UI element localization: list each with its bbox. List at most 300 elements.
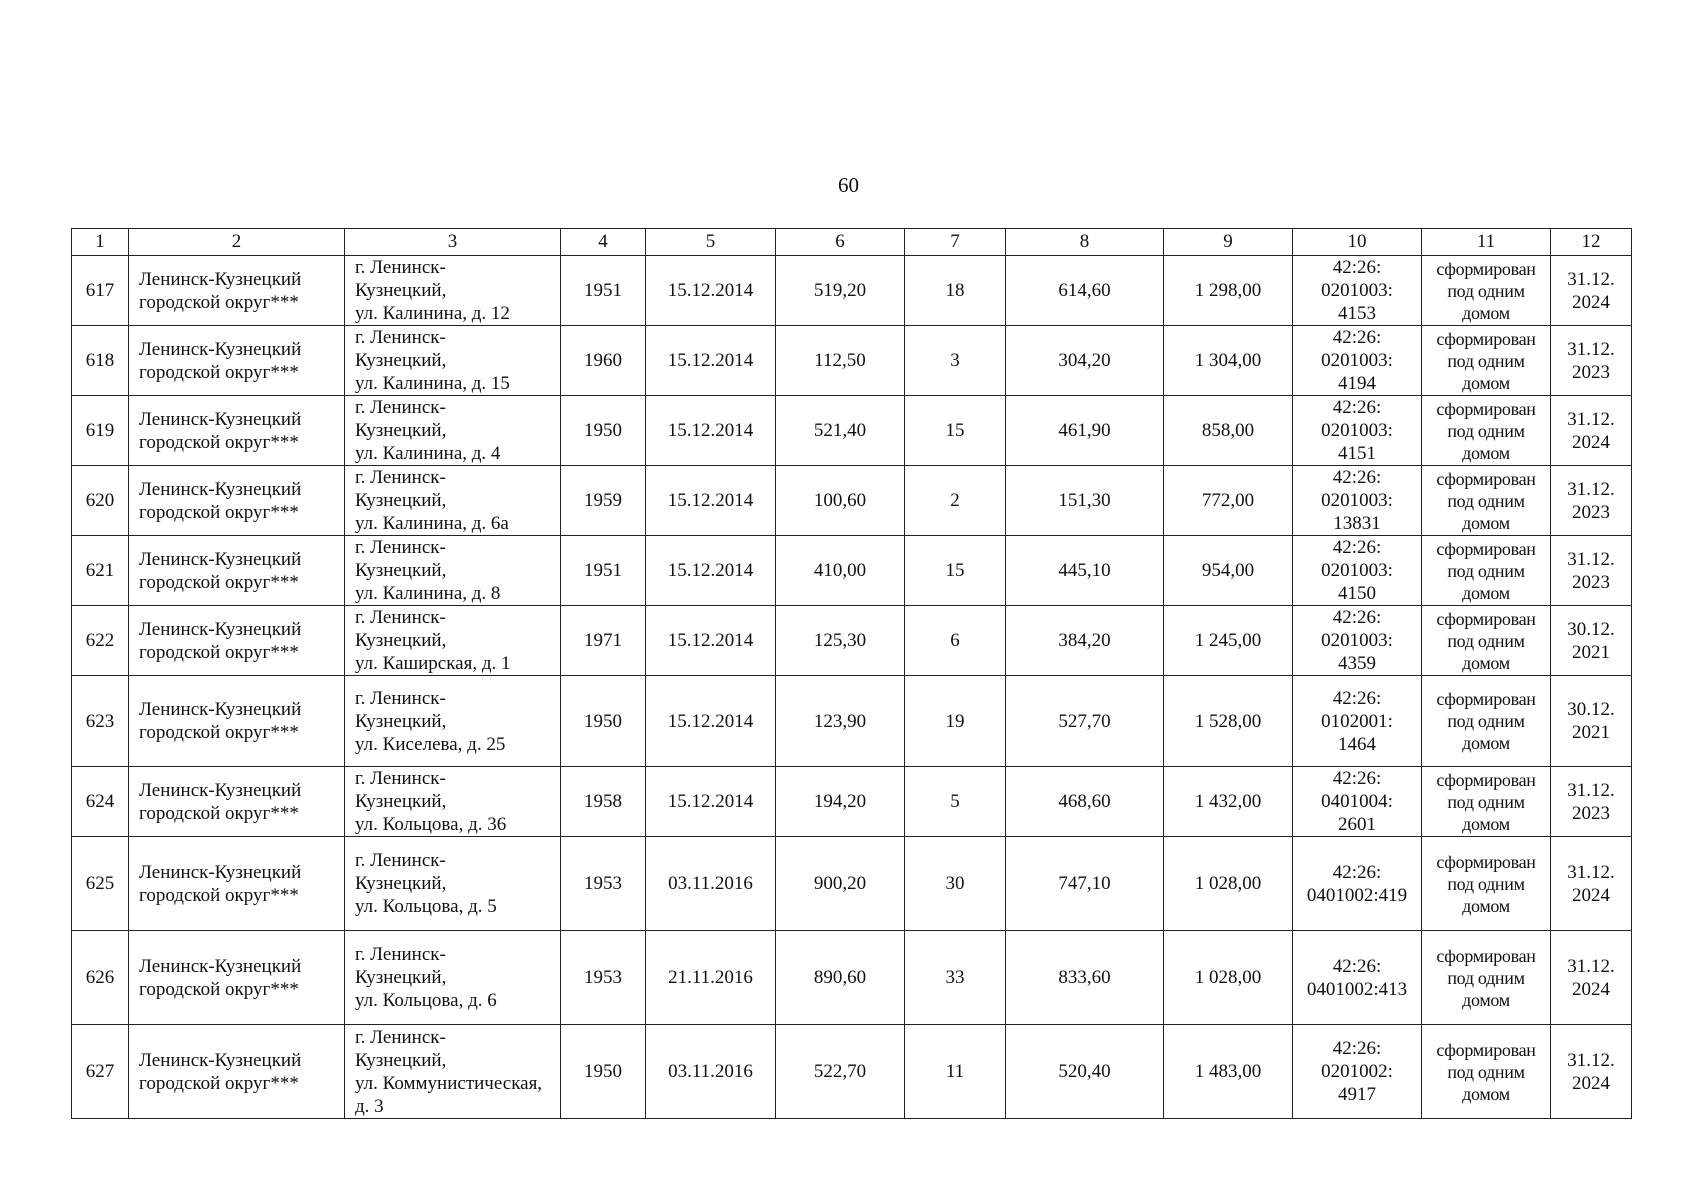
address-cell xyxy=(345,326,561,396)
status-line: под одним xyxy=(1447,280,1525,301)
area-total-cell: 125,30 xyxy=(776,606,905,676)
date-cell: 21.11.2016 xyxy=(646,931,776,1025)
deadline-cell xyxy=(1551,466,1632,536)
status-line: под одним xyxy=(1447,791,1525,812)
cadastral-number-cell xyxy=(1293,536,1422,606)
cost-cell: 1 028,00 xyxy=(1164,931,1293,1025)
municipality-line: Ленинск-Кузнецкий xyxy=(139,779,302,801)
cadastral-number-line: 0201002: xyxy=(1321,1061,1393,1082)
column-number: 11 xyxy=(1422,229,1551,256)
address-line: Кузнецкий, xyxy=(355,420,447,441)
row-number-cell: 625 xyxy=(72,837,129,931)
column-number: 8 xyxy=(1006,229,1164,256)
column-number: 4 xyxy=(561,229,646,256)
municipality-line: Ленинск-Кузнецкий xyxy=(139,268,302,290)
status-line: сформирован xyxy=(1436,689,1536,709)
status-line: сформирован xyxy=(1436,468,1536,489)
municipality-line: городской округ*** xyxy=(139,291,299,313)
cadastral-number-line: 42:26: xyxy=(1332,397,1382,418)
column-number: 12 xyxy=(1551,229,1632,256)
cadastral-number-line: 0401002:419 xyxy=(1306,884,1408,906)
count-cell: 3 xyxy=(905,326,1006,396)
area-land-cell: 304,20 xyxy=(1006,326,1164,396)
municipality-line: Ленинск-Кузнецкий xyxy=(139,548,302,570)
cadastral-number-line: 42:26: xyxy=(1332,861,1382,883)
municipality-line: городской округ*** xyxy=(139,722,299,743)
cadastral-number-line: 2601 xyxy=(1338,814,1376,835)
status-line: под одним xyxy=(1447,630,1525,651)
year-cell: 1959 xyxy=(561,466,646,536)
date-cell: 03.11.2016 xyxy=(646,1025,776,1119)
municipality-line: городской округ*** xyxy=(139,501,299,523)
deadline-line: 2023 xyxy=(1572,361,1610,383)
deadline-cell xyxy=(1551,606,1632,676)
date-cell: 15.12.2014 xyxy=(646,767,776,837)
row-number-cell: 627 xyxy=(72,1025,129,1119)
count-cell: 5 xyxy=(905,767,1006,837)
address-cell xyxy=(345,837,561,931)
cost-cell: 858,00 xyxy=(1164,396,1293,466)
address-line: Кузнецкий, xyxy=(355,710,447,732)
municipality-line: Ленинск-Кузнецкий xyxy=(139,955,302,977)
status-line: домом xyxy=(1462,813,1510,834)
table-row xyxy=(72,676,1632,767)
cadastral-number-line: 4194 xyxy=(1338,373,1376,394)
year-cell: 1950 xyxy=(561,676,646,767)
status-line: под одним xyxy=(1447,1061,1525,1082)
address-line: г. Ленинск- xyxy=(355,327,446,348)
status-line: домом xyxy=(1462,582,1510,603)
address-cell xyxy=(345,466,561,536)
municipality-cell xyxy=(129,1025,345,1119)
cadastral-number-cell xyxy=(1293,326,1422,396)
deadline-cell xyxy=(1551,676,1632,767)
address-line: ул. Каширская, д. 1 xyxy=(355,653,511,674)
table-row xyxy=(72,767,1632,837)
cost-cell: 1 483,00 xyxy=(1164,1025,1293,1119)
area-land-cell: 747,10 xyxy=(1006,837,1164,931)
row-number-cell: 617 xyxy=(72,256,129,326)
status-line: домом xyxy=(1462,512,1510,533)
area-total-cell: 100,60 xyxy=(776,466,905,536)
area-total-cell: 521,40 xyxy=(776,396,905,466)
area-land-cell: 833,60 xyxy=(1006,931,1164,1025)
deadline-line: 30.12. xyxy=(1567,699,1615,720)
housing-registry-table xyxy=(71,228,1632,1119)
address-line: г. Ленинск- xyxy=(355,467,446,488)
municipality-cell xyxy=(129,837,345,931)
status-line: под одним xyxy=(1447,420,1525,441)
cost-cell: 772,00 xyxy=(1164,466,1293,536)
cadastral-number-line: 42:26: xyxy=(1332,607,1382,628)
status-line: домом xyxy=(1462,442,1510,463)
area-land-cell: 461,90 xyxy=(1006,396,1164,466)
year-cell: 1953 xyxy=(561,837,646,931)
address-line: Кузнецкий, xyxy=(355,490,447,511)
municipality-line: Ленинск-Кузнецкий xyxy=(139,618,302,640)
deadline-line: 31.12. xyxy=(1567,861,1615,883)
cadastral-number-cell xyxy=(1293,1025,1422,1119)
table-row xyxy=(72,931,1632,1025)
municipality-line: городской округ*** xyxy=(139,641,299,663)
status-line: сформирован xyxy=(1436,1039,1536,1060)
cadastral-number-line: 42:26: xyxy=(1332,768,1382,789)
deadline-cell xyxy=(1551,1025,1632,1119)
address-line: Кузнецкий, xyxy=(355,280,447,301)
address-cell xyxy=(345,536,561,606)
address-line: г. Ленинск- xyxy=(355,397,446,418)
deadline-line: 2024 xyxy=(1572,291,1610,313)
year-cell: 1951 xyxy=(561,536,646,606)
deadline-line: 2023 xyxy=(1572,571,1610,593)
status-line: под одним xyxy=(1447,873,1525,894)
address-cell xyxy=(345,256,561,326)
address-cell xyxy=(345,676,561,767)
cadastral-number-line: 42:26: xyxy=(1332,687,1382,709)
deadline-cell xyxy=(1551,256,1632,326)
municipality-line: городской округ*** xyxy=(139,1072,299,1094)
date-cell: 15.12.2014 xyxy=(646,676,776,767)
status-cell xyxy=(1422,396,1551,466)
address-line: г. Ленинск- xyxy=(355,944,446,965)
address-line: ул. Кольцова, д. 5 xyxy=(355,896,497,917)
municipality-line: городской округ*** xyxy=(139,884,299,906)
status-line: сформирован xyxy=(1436,538,1536,559)
count-cell: 6 xyxy=(905,606,1006,676)
cadastral-number-cell xyxy=(1293,767,1422,837)
cadastral-number-line: 42:26: xyxy=(1332,537,1382,558)
status-line: сформирован xyxy=(1436,258,1536,279)
cost-cell: 1 028,00 xyxy=(1164,837,1293,931)
area-land-cell: 614,60 xyxy=(1006,256,1164,326)
status-cell xyxy=(1422,606,1551,676)
count-cell: 33 xyxy=(905,931,1006,1025)
address-line: д. 3 xyxy=(355,1095,384,1117)
count-cell: 2 xyxy=(905,466,1006,536)
row-number-cell: 619 xyxy=(72,396,129,466)
cost-cell: 1 298,00 xyxy=(1164,256,1293,326)
deadline-cell xyxy=(1551,536,1632,606)
row-number-cell: 624 xyxy=(72,767,129,837)
status-line: домом xyxy=(1462,372,1510,393)
year-cell: 1951 xyxy=(561,256,646,326)
date-cell: 15.12.2014 xyxy=(646,256,776,326)
column-number: 1 xyxy=(72,229,129,256)
municipality-line: Ленинск-Кузнецкий xyxy=(139,408,302,430)
cadastral-number-line: 42:26: xyxy=(1332,327,1382,348)
cadastral-number-line: 13831 xyxy=(1333,513,1381,534)
cost-cell: 954,00 xyxy=(1164,536,1293,606)
status-line: домом xyxy=(1462,733,1510,753)
status-line: под одним xyxy=(1447,490,1525,511)
address-line: Кузнецкий, xyxy=(355,630,447,651)
area-total-cell: 194,20 xyxy=(776,767,905,837)
count-cell: 18 xyxy=(905,256,1006,326)
address-line: ул. Калинина, д. 4 xyxy=(355,443,501,464)
deadline-line: 2024 xyxy=(1572,431,1610,453)
municipality-line: Ленинск-Кузнецкий xyxy=(139,1049,302,1071)
cadastral-number-line: 0201003: xyxy=(1321,490,1393,511)
table-row xyxy=(72,256,1632,326)
address-cell xyxy=(345,767,561,837)
address-line: ул. Калинина, д. 8 xyxy=(355,583,501,604)
address-line: Кузнецкий, xyxy=(355,967,447,988)
table-row xyxy=(72,396,1632,466)
cadastral-number-line: 42:26: xyxy=(1332,257,1382,278)
municipality-cell xyxy=(129,536,345,606)
status-cell xyxy=(1422,466,1551,536)
cost-cell: 1 304,00 xyxy=(1164,326,1293,396)
deadline-line: 2023 xyxy=(1572,501,1610,523)
row-number-cell: 618 xyxy=(72,326,129,396)
address-line: г. Ленинск- xyxy=(355,1026,446,1048)
municipality-cell xyxy=(129,256,345,326)
address-line: ул. Калинина, д. 15 xyxy=(355,373,510,394)
cadastral-number-cell xyxy=(1293,606,1422,676)
area-total-cell: 123,90 xyxy=(776,676,905,767)
area-total-cell: 519,20 xyxy=(776,256,905,326)
area-land-cell: 384,20 xyxy=(1006,606,1164,676)
date-cell: 15.12.2014 xyxy=(646,466,776,536)
address-line: ул. Калинина, д. 6а xyxy=(355,513,509,534)
address-line: Кузнецкий, xyxy=(355,560,447,581)
area-total-cell: 410,00 xyxy=(776,536,905,606)
year-cell: 1950 xyxy=(561,1025,646,1119)
deadline-cell xyxy=(1551,326,1632,396)
table-row xyxy=(72,326,1632,396)
deadline-line: 31.12. xyxy=(1567,548,1615,570)
cadastral-number-line: 0201003: xyxy=(1321,420,1393,441)
municipality-cell xyxy=(129,396,345,466)
cadastral-number-line: 1464 xyxy=(1338,733,1376,755)
area-total-cell: 522,70 xyxy=(776,1025,905,1119)
cadastral-number-line: 4917 xyxy=(1338,1084,1376,1105)
address-line: Кузнецкий, xyxy=(355,791,447,812)
table-row xyxy=(72,606,1632,676)
deadline-line: 31.12. xyxy=(1567,268,1615,290)
table-row xyxy=(72,466,1632,536)
municipality-line: Ленинск-Кузнецкий xyxy=(139,478,302,500)
status-line: под одним xyxy=(1447,350,1525,371)
status-line: сформирован xyxy=(1436,769,1536,790)
cadastral-number-line: 4359 xyxy=(1338,653,1376,674)
count-cell: 15 xyxy=(905,536,1006,606)
cadastral-number-cell xyxy=(1293,396,1422,466)
municipality-line: городской округ*** xyxy=(139,571,299,593)
cadastral-number-line: 42:26: xyxy=(1332,1038,1382,1059)
cadastral-number-cell xyxy=(1293,931,1422,1025)
date-cell: 03.11.2016 xyxy=(646,837,776,931)
status-line: домом xyxy=(1462,895,1510,916)
address-line: г. Ленинск- xyxy=(355,257,446,278)
column-number: 6 xyxy=(776,229,905,256)
deadline-cell xyxy=(1551,396,1632,466)
area-total-cell: 900,20 xyxy=(776,837,905,931)
cost-cell: 1 245,00 xyxy=(1164,606,1293,676)
municipality-line: городской округ*** xyxy=(139,802,299,824)
cadastral-number-line: 4151 xyxy=(1338,443,1376,464)
cadastral-number-line: 0201003: xyxy=(1321,560,1393,581)
column-number: 2 xyxy=(129,229,345,256)
table-row xyxy=(72,536,1632,606)
status-line: домом xyxy=(1462,1083,1510,1104)
status-line: под одним xyxy=(1447,711,1525,731)
status-line: под одним xyxy=(1447,560,1525,581)
address-line: г. Ленинск- xyxy=(355,768,446,789)
deadline-line: 31.12. xyxy=(1567,779,1615,801)
address-line: ул. Кольцова, д. 6 xyxy=(355,990,497,1011)
address-line: ул. Киселева, д. 25 xyxy=(355,733,506,755)
address-line: ул. Коммунистическая, xyxy=(355,1072,543,1094)
status-line: сформирован xyxy=(1436,945,1536,966)
table-row xyxy=(72,837,1632,931)
address-cell xyxy=(345,931,561,1025)
column-number: 7 xyxy=(905,229,1006,256)
municipality-cell xyxy=(129,326,345,396)
deadline-line: 2024 xyxy=(1572,978,1610,1000)
address-line: ул. Кольцова, д. 36 xyxy=(355,814,507,835)
year-cell: 1953 xyxy=(561,931,646,1025)
area-land-cell: 445,10 xyxy=(1006,536,1164,606)
deadline-line: 2023 xyxy=(1572,802,1610,824)
cadastral-number-cell xyxy=(1293,676,1422,767)
year-cell: 1971 xyxy=(561,606,646,676)
deadline-cell xyxy=(1551,837,1632,931)
count-cell: 15 xyxy=(905,396,1006,466)
area-total-cell: 890,60 xyxy=(776,931,905,1025)
deadline-cell xyxy=(1551,931,1632,1025)
status-line: под одним xyxy=(1447,967,1525,988)
status-cell xyxy=(1422,1025,1551,1119)
municipality-cell xyxy=(129,931,345,1025)
status-line: домом xyxy=(1462,652,1510,673)
cadastral-number-cell xyxy=(1293,256,1422,326)
area-land-cell: 527,70 xyxy=(1006,676,1164,767)
deadline-cell xyxy=(1551,767,1632,837)
cadastral-number-line: 0201003: xyxy=(1321,280,1393,301)
year-cell: 1950 xyxy=(561,396,646,466)
cadastral-number-line: 0201003: xyxy=(1321,630,1393,651)
address-cell xyxy=(345,1025,561,1119)
date-cell: 15.12.2014 xyxy=(646,606,776,676)
status-line: сформирован xyxy=(1436,398,1536,419)
municipality-line: Ленинск-Кузнецкий xyxy=(139,699,302,720)
address-line: Кузнецкий, xyxy=(355,1049,447,1071)
cadastral-number-line: 4153 xyxy=(1338,303,1376,324)
cadastral-number-line: 42:26: xyxy=(1332,467,1382,488)
area-total-cell: 112,50 xyxy=(776,326,905,396)
deadline-line: 2024 xyxy=(1572,884,1610,906)
municipality-line: городской округ*** xyxy=(139,431,299,453)
address-line: г. Ленинск- xyxy=(355,687,446,709)
row-number-cell: 620 xyxy=(72,466,129,536)
status-line: сформирован xyxy=(1436,328,1536,349)
status-line: сформирован xyxy=(1436,851,1536,872)
address-line: г. Ленинск- xyxy=(355,850,446,871)
deadline-line: 2024 xyxy=(1572,1072,1610,1094)
municipality-cell xyxy=(129,466,345,536)
year-cell: 1960 xyxy=(561,326,646,396)
deadline-line: 2021 xyxy=(1572,641,1610,663)
cadastral-number-line: 0201003: xyxy=(1321,350,1393,371)
cadastral-number-line: 42:26: xyxy=(1332,955,1382,977)
column-number: 3 xyxy=(345,229,561,256)
status-line: домом xyxy=(1462,989,1510,1010)
cadastral-number-cell xyxy=(1293,837,1422,931)
status-cell xyxy=(1422,536,1551,606)
municipality-line: городской округ*** xyxy=(139,978,299,1000)
count-cell: 11 xyxy=(905,1025,1006,1119)
municipality-line: Ленинск-Кузнецкий xyxy=(139,861,302,883)
cost-cell: 1 528,00 xyxy=(1164,676,1293,767)
status-cell xyxy=(1422,676,1551,767)
status-line: домом xyxy=(1462,302,1510,323)
address-cell xyxy=(345,396,561,466)
column-number: 10 xyxy=(1293,229,1422,256)
deadline-line: 31.12. xyxy=(1567,1049,1615,1071)
cadastral-number-cell xyxy=(1293,466,1422,536)
address-line: г. Ленинск- xyxy=(355,537,446,558)
date-cell: 15.12.2014 xyxy=(646,396,776,466)
address-line: г. Ленинск- xyxy=(355,607,446,628)
column-number: 5 xyxy=(646,229,776,256)
address-cell xyxy=(345,606,561,676)
column-number: 9 xyxy=(1164,229,1293,256)
date-cell: 15.12.2014 xyxy=(646,326,776,396)
address-line: Кузнецкий, xyxy=(355,350,447,371)
municipality-cell xyxy=(129,767,345,837)
deadline-line: 31.12. xyxy=(1567,478,1615,500)
count-cell: 30 xyxy=(905,837,1006,931)
cost-cell: 1 432,00 xyxy=(1164,767,1293,837)
address-line: ул. Калинина, д. 12 xyxy=(355,303,510,324)
cadastral-number-line: 4150 xyxy=(1338,583,1376,604)
status-cell xyxy=(1422,326,1551,396)
table-row xyxy=(72,1025,1632,1119)
cadastral-number-line: 0401002:413 xyxy=(1306,978,1408,1000)
row-number-cell: 622 xyxy=(72,606,129,676)
year-cell: 1958 xyxy=(561,767,646,837)
row-number-cell: 623 xyxy=(72,676,129,767)
page-number: 60 xyxy=(838,173,859,197)
status-line: сформирован xyxy=(1436,608,1536,629)
municipality-line: городской округ*** xyxy=(139,361,299,383)
deadline-line: 31.12. xyxy=(1567,408,1615,430)
municipality-line: Ленинск-Кузнецкий xyxy=(139,338,302,360)
deadline-line: 2021 xyxy=(1572,722,1610,743)
row-number-cell: 621 xyxy=(72,536,129,606)
cadastral-number-line: 0401004: xyxy=(1321,791,1393,812)
area-land-cell: 151,30 xyxy=(1006,466,1164,536)
status-cell xyxy=(1422,837,1551,931)
count-cell: 19 xyxy=(905,676,1006,767)
column-number-row xyxy=(72,229,1632,256)
municipality-cell xyxy=(129,606,345,676)
date-cell: 15.12.2014 xyxy=(646,536,776,606)
status-cell xyxy=(1422,767,1551,837)
row-number-cell: 626 xyxy=(72,931,129,1025)
deadline-line: 31.12. xyxy=(1567,955,1615,977)
deadline-line: 31.12. xyxy=(1567,338,1615,360)
municipality-cell xyxy=(129,676,345,767)
deadline-line: 30.12. xyxy=(1567,618,1615,640)
address-line: Кузнецкий, xyxy=(355,873,447,894)
status-cell xyxy=(1422,256,1551,326)
area-land-cell: 520,40 xyxy=(1006,1025,1164,1119)
area-land-cell: 468,60 xyxy=(1006,767,1164,837)
cadastral-number-line: 0102001: xyxy=(1321,710,1393,732)
status-cell xyxy=(1422,931,1551,1025)
